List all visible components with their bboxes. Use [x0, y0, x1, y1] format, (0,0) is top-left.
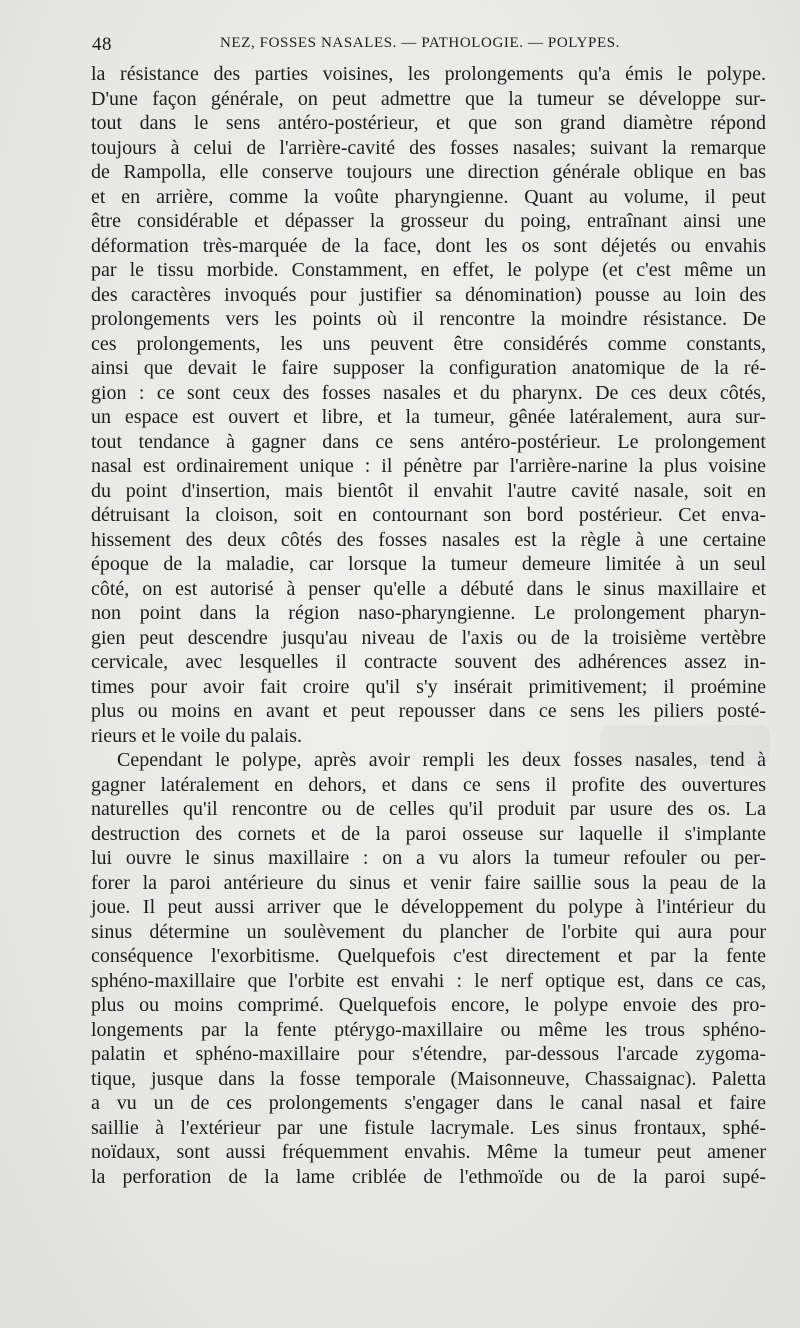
text-line: tout tendance à gagner dans ce sens antéro-postérieur. Le prolongement	[91, 430, 766, 453]
text-line: a vu un de ces prolongements s'engager dans le canal nasal et faire	[91, 1092, 766, 1114]
text-line: palatin et sphéno-maxillaire pour s'étendre, par-dessous l'arcade zygoma-	[91, 1043, 766, 1065]
text-line: détruisant la cloison, soit en contournant son bord postérieur. Cet enva-	[91, 504, 766, 526]
body-text	[91, 62, 766, 1189]
text-line: joue. Il peut aussi arriver que le développement du polype à l'intérieur du	[91, 896, 766, 918]
text-line: destruction des cornets et de la paroi osseuse sur laquelle il s'implante	[91, 822, 766, 845]
text-line: du point d'insertion, mais bientôt il envahit l'autre cavité nasale, soit en	[91, 479, 766, 502]
text-line: époque de la maladie, car lorsque la tumeur demeure limitée à un seul	[91, 553, 766, 575]
text-line: saillie à l'extérieur par une fistule lacrymale. Les sinus frontaux, sphé-	[91, 1116, 766, 1139]
text-line: rieurs et le voile du palais.	[91, 724, 303, 747]
text-line: ces prolongements, les uns peuvent être considérés comme constants,	[91, 332, 766, 355]
text-line: Cependant le polype, après avoir rempli les deux fosses nasales, tend à	[117, 749, 766, 771]
text-line: naturelles qu'il rencontre ou de celles qu'il produit par usure des os. La	[91, 798, 766, 820]
text-line: de Rampolla, elle conserve toujours une direction générale oblique en bas	[91, 161, 766, 183]
text-line: lui ouvre le sinus maxillaire : on a vu alors la tumeur refouler ou per-	[91, 847, 766, 869]
paragraph-1	[91, 62, 766, 748]
text-line: sphéno-maxillaire que l'orbite est envahi : le nerf optique est, dans ce cas,	[91, 969, 766, 992]
text-line: cervicale, avec lesquelles il contracte souvent des adhérences assez in-	[91, 651, 766, 673]
text-line: être considérable et dépasser la grosseur du poing, entraînant ainsi une	[91, 210, 766, 232]
text-line: D'une façon générale, on peut admettre que la tumeur se développe sur-	[91, 87, 766, 110]
text-line: sinus détermine un soulèvement du plancher de l'orbite qui aura pour	[91, 920, 766, 943]
text-line: la résistance des parties voisines, les prolongements qu'a émis le polype.	[91, 63, 766, 85]
text-line: plus ou moins en avant et peut repousser dans ce sens les piliers posté-	[91, 700, 766, 722]
text-line: gien peut descendre jusqu'au niveau de l'axis ou de la troisième vertèbre	[91, 626, 766, 649]
text-line: conséquence l'exorbitisme. Quelquefois c'est directement et par la fente	[91, 945, 766, 967]
text-line: tout dans le sens antéro-postérieur, et que son grand diamètre répond	[91, 112, 766, 134]
text-line: hissement des deux côtés des fosses nasales est la règle à une certaine	[91, 528, 766, 551]
text-line: non point dans la région naso-pharyngienne. Le prolongement pharyn-	[91, 602, 766, 624]
paragraph-2	[91, 748, 766, 1189]
text-line: noïdaux, sont aussi fréquemment envahis. Même la tumeur peut amener	[91, 1141, 766, 1163]
text-line: gion : ce sont ceux des fosses nasales et du pharynx. De ces deux côtés,	[91, 381, 766, 404]
text-line: et en arrière, comme la voûte pharyngienne. Quant au volume, il peut	[91, 185, 766, 208]
text-line: un espace est ouvert et libre, et la tumeur, gênée latéralement, aura sur-	[91, 406, 766, 428]
text-line: forer la paroi antérieure du sinus et venir faire saillie sous la peau de la	[91, 871, 766, 894]
page-header	[92, 34, 760, 58]
text-line: tique, jusque dans la fosse temporale (Maisonneuve, Chassaignac). Paletta	[91, 1067, 766, 1090]
text-line: nasal est ordinairement unique : il pénètre par l'arrière-narine la plus voisine	[91, 455, 766, 477]
text-line: plus ou moins comprimé. Quelquefois encore, le polype envoie des pro-	[91, 994, 766, 1016]
text-line: ainsi que devait le faire supposer la configuration anatomique de la ré-	[91, 357, 766, 379]
text-line: longements par la fente ptérygo-maxillaire ou même les trous sphéno-	[91, 1018, 766, 1041]
page-number: 48	[92, 34, 112, 55]
text-line: times pour avoir fait croire qu'il s'y insérait primitivement; il proémine	[91, 675, 766, 698]
text-line: prolongements vers les points où il rencontre la moindre résistance. De	[91, 308, 766, 330]
text-line: par le tissu morbide. Constamment, en effet, le polype (et c'est même un	[91, 259, 766, 281]
text-line: gagner latéralement en dehors, et dans ce sens il profite des ouvertures	[91, 773, 766, 796]
text-line: déformation très-marquée de la face, dont les os sont déjetés ou envahis	[91, 234, 766, 257]
text-line: la perforation de la lame criblée de l'ethmoïde ou de la paroi supé-	[91, 1165, 766, 1188]
text-line: côté, on est autorisé à penser qu'elle a débuté dans le sinus maxillaire et	[91, 577, 766, 600]
running-title: NEZ, FOSSES NASALES. — PATHOLOGIE. — POLYPES.	[220, 35, 620, 51]
text-line: des caractères invoqués pour justifier sa dénomination) pousse au loin des	[91, 283, 766, 306]
text-line: toujours à celui de l'arrière-cavité des fosses nasales; suivant la remarque	[91, 136, 766, 159]
